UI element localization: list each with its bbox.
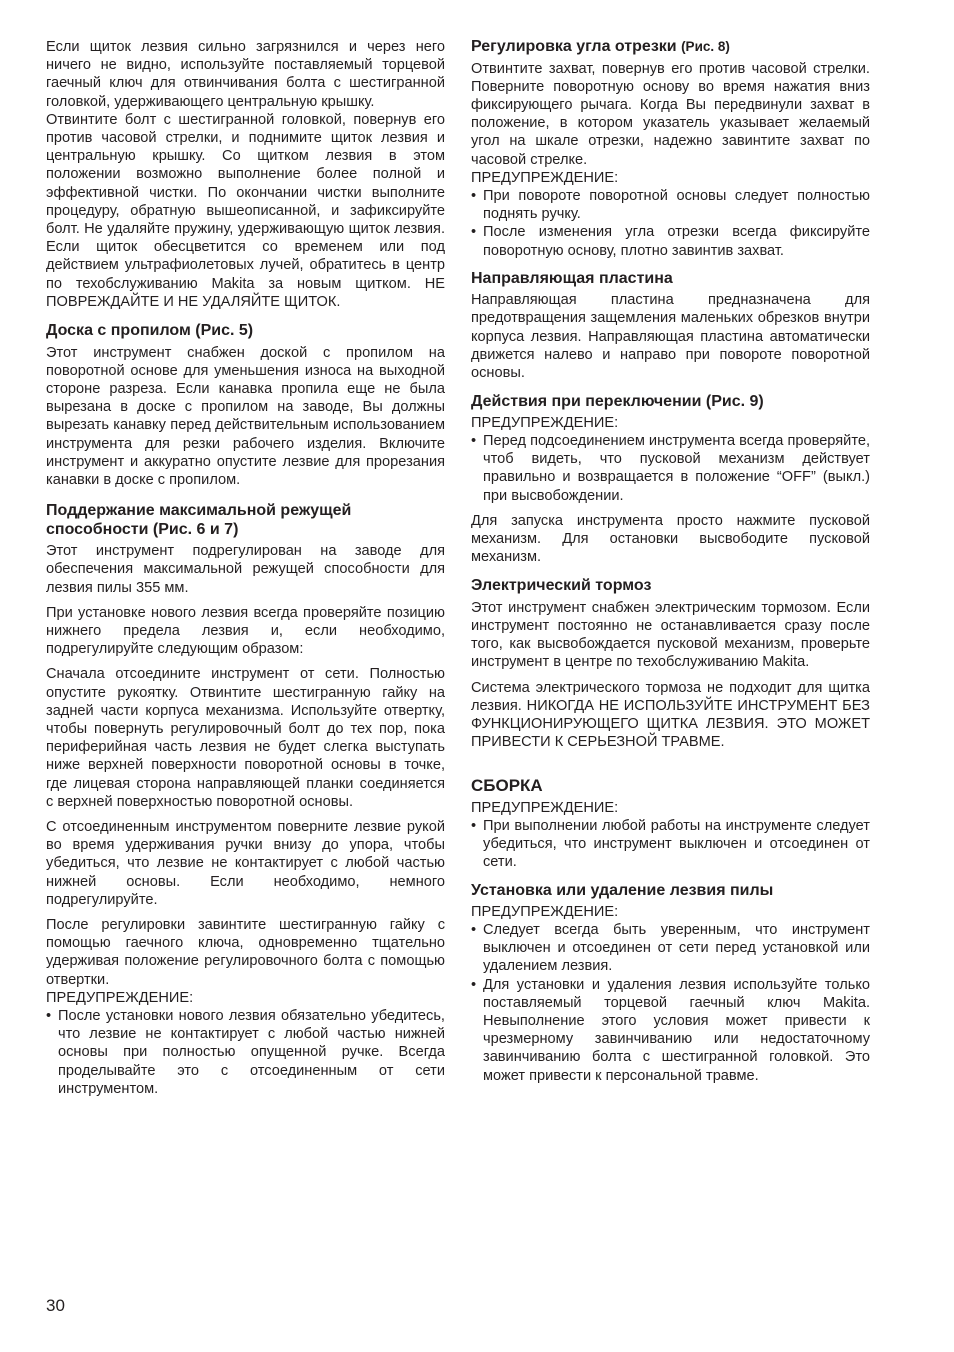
paragraph: При установке нового лезвия всегда проверяйте позицию нижнего предела лезвия и, если необходимо, подрегулируйте следующим образом:	[46, 604, 445, 658]
list-item: • При повороте поворотной основы следует полностью поднять ручку.	[471, 187, 870, 223]
section-heading-guide-plate: Направляющая пластина	[471, 269, 673, 287]
list-item: • Перед подсоединением инструмента всегда проверяйте, чтоб видеть, что пусковой механизм действует правильно и возвращается в положение “OFF” (выкл.) при высвобождении.	[471, 432, 870, 505]
figure-reference: (Рис. 8)	[681, 39, 730, 54]
warning-label: ПРЕДУПРЕЖДЕНИЕ:	[471, 169, 619, 186]
section-heading-max-cutting: Поддержание максимальной режущей способности (Рис. 6 и 7)	[46, 502, 352, 538]
list-item: • При выполнении любой работы на инструменте следует убедиться, что инструмент выключен и отсоединен от сети.	[471, 817, 870, 872]
list-item: • После установки нового лезвия обязательно убедитесь, что лезвие не контактирует с любой частью нижней основы при полностью опущенной ручке. Всегда проделывайте это с отсоединенным от сети инструментом.	[46, 1007, 445, 1098]
list-item: • Следует всегда быть уверенным, что инструмент выключен и отсоединен от сети перед установкой или удалением лезвия.	[471, 921, 870, 976]
paragraph: Для запуска инструмента просто нажмите пусковой механизм. Для остановки высвободите пусковой механизм.	[471, 512, 870, 566]
paragraph: Направляющая пластина предназначена для предотвращения защемления маленьких обрезков внутри корпуса лезвия. Направляющая пластина автоматически движется налево и направо при повороте поворотной основы.	[471, 292, 870, 382]
section-heading-kerf-board: Доска с пропилом (Рис. 5)	[46, 322, 254, 340]
heading-text: Регулировка угла отрезки	[471, 38, 677, 55]
page-number: 30	[46, 1296, 65, 1315]
paragraph: С отсоединенным инструментом поверните лезвие рукой во время удерживания ручки внизу до упора, чтобы убедиться, что лезвие не контактирует с любой частью нижней основы. Если необходимо, немного подрегулируйте.	[46, 819, 445, 908]
warning-label: ПРЕДУПРЕЖДЕНИЕ:	[46, 989, 194, 1006]
paragraph: Сначала отсоедините инструмент от сети. Полностью опустите рукоятку. Отвинтите шестигранную гайку на задней части корпуса механизма. Используйте отвертку, чтобы повернуть регулировочный болт до тех пор, пока периферийная часть лезвия не будет слегка выступать ниже верхней поверхности поворотной основы в точке, где лицевая сторона направляющей планки соединяется с верхней поверхностью поворотной основы.	[46, 666, 445, 810]
paragraph: Система электрического тормоза не подходит для щитка лезвия. НИКОГДА НЕ ИСПОЛЬЗУЙТЕ ИНСТРУМЕНТ БЕЗ ФУНКЦИОНИРУЮЩЕГО ЩИТКА ЛЕЗВИЯ. ЭТО МОЖЕТ ПРИВЕСТИ К СЕРЬЕЗНОЙ ТРАВМЕ.	[471, 679, 870, 751]
left-column	[46, 38, 445, 1098]
section-heading-blade-install: Установка или удаление лезвия пилы	[471, 882, 774, 900]
bullet-list	[471, 921, 870, 1085]
warning-label: ПРЕДУПРЕЖДЕНИЕ:	[471, 903, 619, 920]
section-heading-miter-angle	[471, 38, 870, 57]
bullet-list	[471, 817, 870, 872]
warning-label: ПРЕДУПРЕЖДЕНИЕ:	[471, 799, 619, 816]
list-item: • Для установки и удаления лезвия используйте только поставляемый торцевой гаечный ключ Makita. Невыполнение этого условия может привести к чрезмерному завинчиванию или недостаточному завинчиванию болта с шестигранной головкой. Это может привести к персональной травме.	[471, 976, 870, 1085]
paragraph: Этот инструмент подрегулирован на заводе для обеспечения максимальной режущей способности для лезвия пилы 355 мм.	[46, 543, 445, 596]
paragraph: Отвинтите захват, повернув его против часовой стрелки. Поверните поворотную основу во время нажатия вниз фиксирующего рычага. Когда Вы передвинули захват в положение, в котором указатель указывает желаемый угол на шкале отрезки, надежно завинтите захват по часовой стрелке.	[471, 60, 870, 168]
bullet-list	[46, 1007, 445, 1098]
paragraph: Если щиток лезвия сильно загрязнился и через него ничего не видно, используйте поставляемый торцевой гаечный ключ для отвинчивания болта с шестигранной головкой, удерживающего центральную крышку.	[46, 39, 445, 110]
bullet-list	[471, 187, 870, 260]
paragraph: Этот инструмент снабжен доской с пропилом на поворотной основе для уменьшения износа на выходной стороне разреза. Если канавка пропила еще не была вырезана в доске с пропилом на заводе, Вы должны вырезать канавку перед действительным использованием инструмента для резки рабочего изделия. Включите инструмент и аккуратно опустите лезвие для прорезания канавки в доске с пропилом.	[46, 344, 445, 488]
paragraph: Этот инструмент снабжен электрическим тормозом. Если инструмент постоянно не останавливается сразу после того, как высвобождается пусковой механизм, проверьте инструмент в центре по техобслуживанию Makita.	[471, 599, 870, 671]
section-heading-switch-action: Действия при переключении (Рис. 9)	[471, 393, 764, 411]
section-heading-electric-brake: Электрический тормоз	[471, 577, 652, 595]
bullet-list	[471, 432, 870, 505]
paragraph: Отвинтите болт с шестигранной головкой, повернув его против часовой стрелки, и поднимите щиток лезвия и центральную крышку. Со щитком лезвия в этом положении возможно выполнение более полной и эффективной чистки. По окончании чистки выполните процедуру, обратную вышеописанной, и зафиксируйте болт. Не удаляйте пружину, удерживающую щиток лезвия. Если щиток обесцветится со временем или под действием ультрафиолетовых лучей, обратитесь в центр по техобслуживанию Makita за новым щитком. НЕ ПОВРЕЖДАЙТЕ И НЕ УДАЛЯЙТЕ ЩИТОК.	[46, 111, 445, 310]
paragraph: После регулировки завинтите шестигранную гайку с помощью гаечного ключа, одновременно тщательно удерживая положение регулировочного болта с помощью отвертки.	[46, 917, 445, 988]
list-item: • После изменения угла отрезки всегда фиксируйте поворотную основу, плотно завинтив захват.	[471, 223, 870, 259]
right-column	[471, 38, 870, 1085]
warning-label: ПРЕДУПРЕЖДЕНИЕ:	[471, 414, 619, 431]
section-heading-assembly: СБОРКА	[471, 775, 543, 795]
